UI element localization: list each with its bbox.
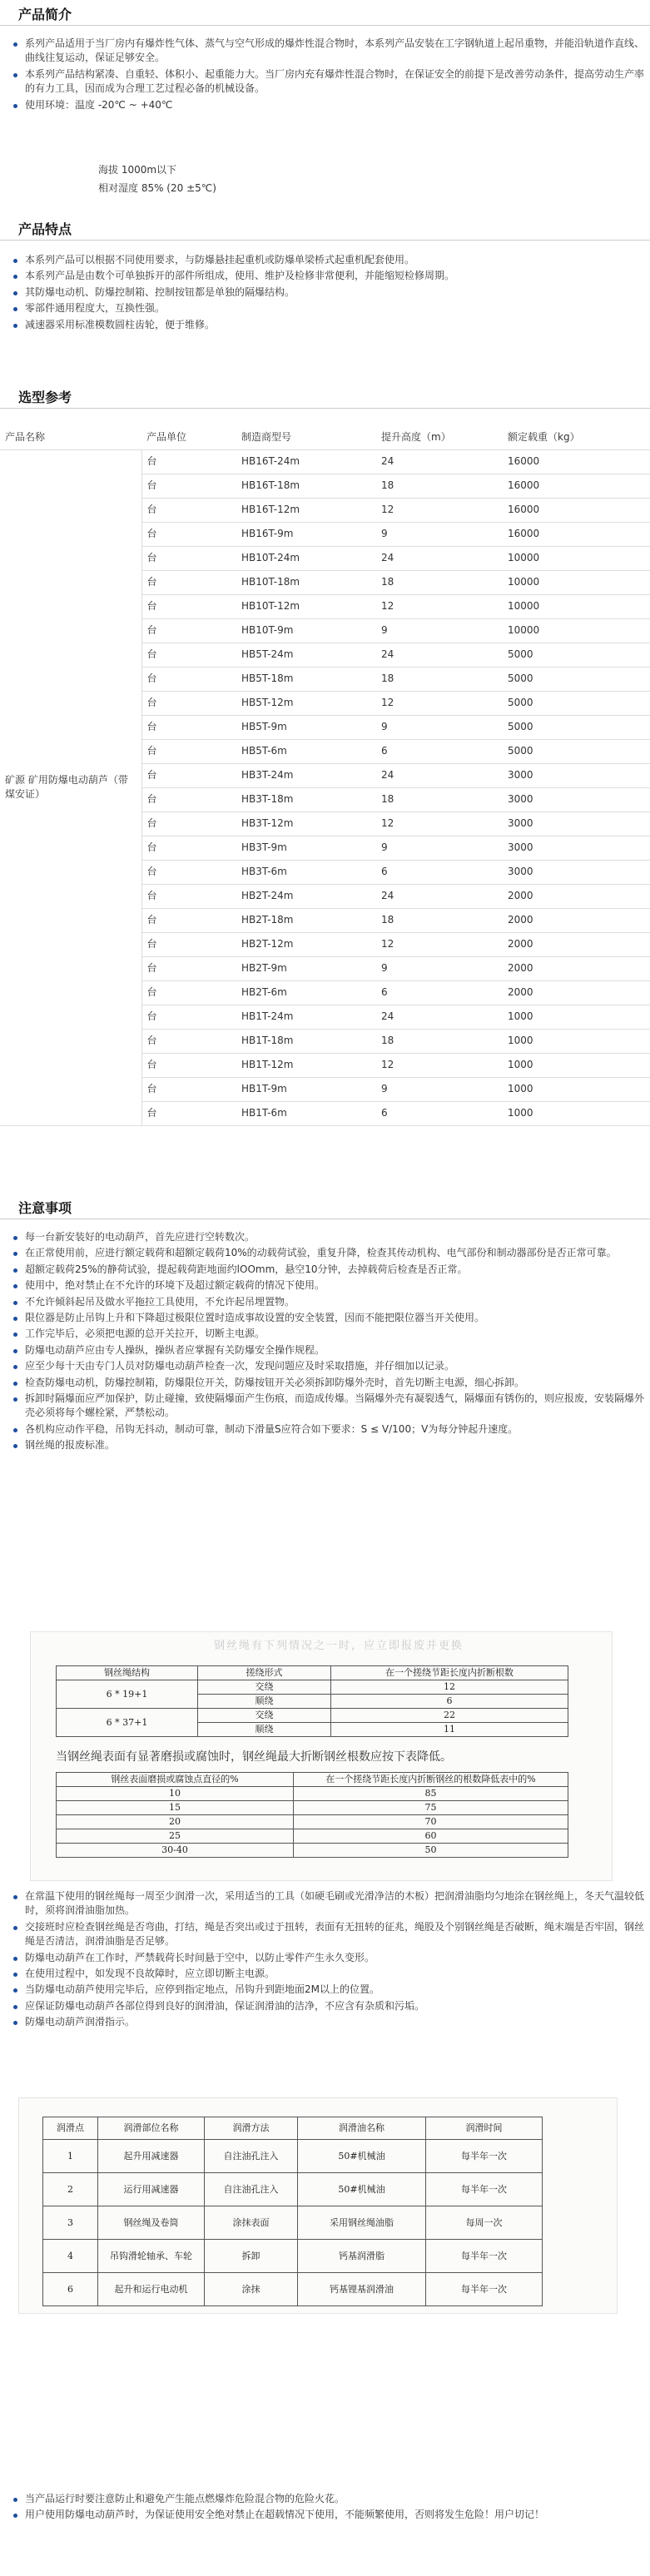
scan-cell: 钢丝表面磨损或腐蚀点直径的% [57, 1773, 294, 1787]
lift-height-cell: 18 [376, 570, 503, 594]
scan-cell: 每半年一次 [426, 2140, 543, 2173]
unit-cell: 台 [141, 980, 236, 1005]
model-cell: HB3T-9m [236, 836, 376, 860]
lift-height-cell: 24 [376, 643, 503, 667]
scan-cell: 50#机械油 [298, 2173, 426, 2206]
lift-height-cell: 18 [376, 667, 503, 691]
scan-cell: 60 [294, 1829, 568, 1844]
lift-height-cell: 9 [376, 522, 503, 546]
model-cell: HB16T-9m [236, 522, 376, 546]
model-cell: HB3T-18m [236, 787, 376, 812]
scan-table-row [57, 1709, 568, 1723]
note-item: 防爆电动葫芦应由专人操纵，操纵者应掌握有关防爆安全操作规程。 [10, 1343, 644, 1357]
model-cell: HB2T-24m [236, 884, 376, 908]
scan-cell: 75 [294, 1801, 568, 1815]
intro-title: 产品简介 [18, 7, 72, 22]
scan-cell: 钢丝绳及卷筒 [98, 2206, 205, 2240]
scan-cell: 润滑点 [43, 2117, 98, 2140]
scan-cell: 自注油孔注入 [205, 2140, 298, 2173]
selection-table [0, 426, 650, 1126]
unit-cell: 台 [141, 691, 236, 715]
model-cell: HB5T-12m [236, 691, 376, 715]
rated-load-cell: 16000 [503, 522, 650, 546]
lift-height-cell: 18 [376, 908, 503, 932]
note-item: 应保证防爆电动葫芦各部位得到良好的润滑油，保证润滑油的洁净，不应含有杂质和污垢。 [10, 1999, 644, 2013]
scan-table-row [57, 1815, 568, 1829]
scan-cell: 3 [43, 2206, 98, 2240]
feature-item: 其防爆电动机、防爆控制箱、控制按钮都是单独的隔爆结构。 [10, 285, 644, 300]
note-item: 在正常使用前，应进行额定载荷和超额定载荷10%的动载荷试验，重复升降，检查其传动机构、电气部份和制动器部份是否正常可靠。 [10, 1246, 644, 1260]
scan-cell: 自注油孔注入 [205, 2173, 298, 2206]
unit-cell: 台 [141, 739, 236, 763]
rated-load-cell: 10000 [503, 570, 650, 594]
unit-cell: 台 [141, 1005, 236, 1029]
model-cell: HB1T-12m [236, 1053, 376, 1077]
intro-list [10, 37, 644, 114]
note-item: 不允许倾斜起吊及做水平拖拉工具使用，不允许起吊埋置物。 [10, 1295, 644, 1309]
scan-table-row [43, 2173, 543, 2206]
lift-height-cell: 12 [376, 691, 503, 715]
unit-cell: 台 [141, 836, 236, 860]
model-cell: HB10T-12m [236, 594, 376, 618]
note-item: 交接班时应检查钢丝绳是否弯曲，打结，绳是否突出或过于扭转，表面有无扭转的征兆，绳股及个别钢丝绳是否破断，绳末端是否牢固，钢丝绳是否清洁，润滑油脂是否足够。 [10, 1920, 644, 1949]
scan-cell: 每半年一次 [426, 2173, 543, 2206]
scan-table-row [57, 1680, 568, 1695]
unit-cell: 台 [141, 1077, 236, 1101]
scan-cell: 采用钢丝绳油脂 [298, 2206, 426, 2240]
model-cell: HB16T-12m [236, 498, 376, 522]
note-item: 限位器是防止吊钩上升和下降超过极限位置时造成事故设置的安全装置，因而不能把限位器当开关使用。 [10, 1311, 644, 1325]
header-model: 制造商型号 [236, 426, 376, 449]
unit-cell: 台 [141, 956, 236, 980]
lift-height-cell: 24 [376, 884, 503, 908]
header-lift-height: 提升高度（m） [376, 426, 503, 449]
scan-cell: 每半年一次 [426, 2240, 543, 2273]
note-item: 检查防爆电动机，防爆控制箱，防爆限位开关，防爆按钮开关必须拆卸防爆外壳时，首先切断主电源，细心拆卸。 [10, 1376, 644, 1390]
scan-cell: 6 * 19+1 [57, 1680, 198, 1709]
env-humidity: 相对湿度 85% (20 ±5℃) [98, 182, 216, 194]
scan-cell: 70 [294, 1815, 568, 1829]
scan-cell: 拆卸 [205, 2240, 298, 2273]
scan-cell: 润滑时间 [426, 2117, 543, 2140]
model-cell: HB2T-12m [236, 932, 376, 956]
lift-height-cell: 12 [376, 932, 503, 956]
lift-height-cell: 6 [376, 1101, 503, 1125]
env-altitude: 海拔 1000m以下 [98, 164, 177, 176]
unit-cell: 台 [141, 884, 236, 908]
rated-load-cell: 16000 [503, 474, 650, 498]
model-cell: HB1T-9m [236, 1077, 376, 1101]
scan-cell: 起升用减速器 [98, 2140, 205, 2173]
lift-height-cell: 6 [376, 860, 503, 884]
scan-cell: 顺绕 [198, 1695, 331, 1709]
model-cell: HB16T-18m [236, 474, 376, 498]
scan-cell: 每半年一次 [426, 2273, 543, 2306]
scan-cell: 顺绕 [198, 1723, 331, 1737]
notes-title: 注意事项 [18, 1200, 72, 1216]
unit-cell: 台 [141, 1053, 236, 1077]
scan-table-row [57, 1787, 568, 1801]
feature-item: 本系列产品是由数个可单独拆开的部件所组成，使用、维护及检修非常便利，并能缩短检修周期。 [10, 269, 644, 283]
unit-cell: 台 [141, 522, 236, 546]
rated-load-cell: 16000 [503, 498, 650, 522]
model-cell: HB10T-18m [236, 570, 376, 594]
lift-height-cell: 6 [376, 739, 503, 763]
rated-load-cell: 3000 [503, 860, 650, 884]
rated-load-cell: 2000 [503, 980, 650, 1005]
model-cell: HB2T-6m [236, 980, 376, 1005]
scan-cell: 吊钩滑轮轴承、车轮 [98, 2240, 205, 2273]
model-cell: HB10T-9m [236, 618, 376, 643]
scan-cell: 1 [43, 2140, 98, 2173]
model-cell: HB5T-6m [236, 739, 376, 763]
model-cell: HB1T-6m [236, 1101, 376, 1125]
unit-cell: 台 [141, 449, 236, 474]
unit-cell: 台 [141, 498, 236, 522]
feature-item: 减速器采用标准模数圆柱齿轮，便于维修。 [10, 318, 644, 332]
unit-cell: 台 [141, 860, 236, 884]
scan-cell: 起升和运行电动机 [98, 2273, 205, 2306]
unit-cell: 台 [141, 787, 236, 812]
scan-cell: 6 * 37+1 [57, 1709, 198, 1737]
rated-load-cell: 3000 [503, 812, 650, 836]
selection-header-row [0, 426, 650, 449]
lift-height-cell: 18 [376, 787, 503, 812]
scan-table-row [43, 2273, 543, 2306]
rated-load-cell: 16000 [503, 449, 650, 474]
scan-table-row [43, 2140, 543, 2173]
scan-cell: 润滑油名称 [298, 2117, 426, 2140]
unit-cell: 台 [141, 594, 236, 618]
scan-cell: 钙基锂基润滑油 [298, 2273, 426, 2306]
note-item: 当防爆电动葫芦使用完毕后，应停到指定地点，吊钩升到距地面2M以上的位置。 [10, 1983, 644, 1997]
scan-cell: 6 [43, 2273, 98, 2306]
scan-cell: 22 [331, 1709, 568, 1723]
unit-cell: 台 [141, 618, 236, 643]
note-item: 钢丝绳的报废标准。 [10, 1438, 644, 1452]
scan-cell: 50 [294, 1844, 568, 1858]
rated-load-cell: 10000 [503, 594, 650, 618]
scan-cell: 涂抹表面 [205, 2206, 298, 2240]
rated-load-cell: 2000 [503, 932, 650, 956]
unit-cell: 台 [141, 812, 236, 836]
scan-cell: 交绕 [198, 1709, 331, 1723]
intro-item: 本系列产品结构紧凑、自重轻、体积小、起重能力大。当厂房内充有爆炸性混合物时，在保证安全的前提下是改善劳动条件，提高劳动生产率的有力工具，因而成为合理工艺过程必备的机械设备。 [10, 67, 644, 97]
lift-height-cell: 18 [376, 1029, 503, 1053]
scan-cell: 润滑方法 [205, 2117, 298, 2140]
lift-height-cell: 9 [376, 715, 503, 739]
scan-cell: 搓绕形式 [198, 1666, 331, 1680]
selection-divider [0, 408, 650, 409]
scan-cell: 钙基润滑脂 [298, 2240, 426, 2273]
scan-cell: 2 [43, 2173, 98, 2206]
scan-cell: 30-40 [57, 1844, 294, 1858]
notes-list-2 [10, 1889, 644, 2032]
note-item: 应至少每十天由专门人员对防爆电动葫芦检查一次，发现问题应及时采取措施，并仔细加以记录。 [10, 1359, 644, 1373]
note-item: 使用中，绝对禁止在不允许的环境下及超过额定载荷的情况下使用。 [10, 1278, 644, 1293]
model-cell: HB2T-9m [236, 956, 376, 980]
scan-cell: 15 [57, 1801, 294, 1815]
unit-cell: 台 [141, 643, 236, 667]
note-item: 超额定载荷25%的静荷试验，提起载荷距地面约lOOmm，悬空10分钟，去掉载荷后检查是否正常。 [10, 1263, 644, 1277]
lift-height-cell: 9 [376, 1077, 503, 1101]
note-item: 防爆电动葫芦润滑指示。 [10, 2015, 644, 2029]
lift-height-cell: 9 [376, 618, 503, 643]
model-cell: HB5T-24m [236, 643, 376, 667]
note-item: 各机构应动作平稳，吊钩无抖动，制动可靠，制动下滑量S应符合如下要求：S ≤ V/100；V为每分钟起升速度。 [10, 1422, 644, 1437]
note-item: 在常温下使用的钢丝绳每一周至少润滑一次，采用适当的工具（如硬毛刷或光滑净洁的木板）把润滑油脂均匀地涂在钢丝绳上，冬天气温较低时，须将润滑油脂加热。 [10, 1889, 644, 1918]
scan-cell: 20 [57, 1815, 294, 1829]
rated-load-cell: 5000 [503, 643, 650, 667]
scan-cell: 钢丝绳结构 [57, 1666, 198, 1680]
scan-cell: 涂抹 [205, 2273, 298, 2306]
lift-height-cell: 24 [376, 763, 503, 787]
unit-cell: 台 [141, 546, 236, 570]
scan-table-row [57, 1801, 568, 1815]
notes-list-3 [10, 2492, 644, 2524]
model-cell: HB3T-24m [236, 763, 376, 787]
scan-table-header [43, 2117, 543, 2140]
product-name-cell: 矿源 矿用防爆电动葫芦（带煤安证） [0, 449, 141, 1125]
lift-height-cell: 9 [376, 836, 503, 860]
unit-cell: 台 [141, 474, 236, 498]
scan-table-row [57, 1829, 568, 1844]
note-item: 工作完毕后，必须把电源的总开关拉开，切断主电源。 [10, 1327, 644, 1341]
lift-height-cell: 12 [376, 812, 503, 836]
rated-load-cell: 1000 [503, 1029, 650, 1053]
model-cell: HB3T-6m [236, 860, 376, 884]
lift-height-cell: 6 [376, 980, 503, 1005]
wire-rope-break-table [56, 1665, 568, 1737]
lubrication-table [42, 2117, 543, 2306]
rated-load-cell: 2000 [503, 884, 650, 908]
lift-height-cell: 18 [376, 474, 503, 498]
scan-cell: 6 [331, 1695, 568, 1709]
wear-reduction-table [56, 1772, 568, 1858]
scan-cell: 50#机械油 [298, 2140, 426, 2173]
feature-item: 零部件通用程度大，互换性强。 [10, 301, 644, 315]
unit-cell: 台 [141, 932, 236, 956]
wire-rope-discard-scan [30, 1631, 613, 1881]
features-list [10, 253, 644, 334]
lift-height-cell: 24 [376, 1005, 503, 1029]
note-item: 拆卸时隔爆面应严加保护，防止碰撞，致使隔爆面产生伤痕，而造成传爆。当隔爆外壳有凝裂透气，隔爆面有锈伤的，则应报废，安装隔爆外壳必须将每个螺栓紧，严禁松动。 [10, 1392, 644, 1421]
rated-load-cell: 3000 [503, 763, 650, 787]
features-title: 产品特点 [18, 221, 72, 237]
rated-load-cell: 10000 [503, 546, 650, 570]
header-product-name: 产品名称 [0, 426, 141, 449]
rated-load-cell: 5000 [503, 715, 650, 739]
rated-load-cell: 2000 [503, 956, 650, 980]
rated-load-cell: 1000 [503, 1053, 650, 1077]
rated-load-cell: 3000 [503, 787, 650, 812]
unit-cell: 台 [141, 667, 236, 691]
model-cell: HB2T-18m [236, 908, 376, 932]
note-item: 防爆电动葫芦在工作时，严禁载荷长时间悬于空中，以防止零件产生永久变形。 [10, 1951, 644, 1965]
scan-cell: 润滑部位名称 [98, 2117, 205, 2140]
model-cell: HB10T-24m [236, 546, 376, 570]
scan-cell: 运行用减速器 [98, 2173, 205, 2206]
header-rated-load: 额定载重（kg） [503, 426, 650, 449]
model-cell: HB5T-18m [236, 667, 376, 691]
unit-cell: 台 [141, 763, 236, 787]
intro-item: 使用环境：温度 -20℃ ~ +40℃ [10, 98, 644, 112]
scan-table-row [43, 2206, 543, 2240]
scan-table-row [57, 1844, 568, 1858]
feature-item: 本系列产品可以根据不同使用要求，与防爆悬挂起重机或防爆单梁桥式起重机配套使用。 [10, 253, 644, 267]
rated-load-cell: 5000 [503, 691, 650, 715]
rated-load-cell: 5000 [503, 739, 650, 763]
scan-cell: 交绕 [198, 1680, 331, 1695]
lift-height-cell: 9 [376, 956, 503, 980]
scan-cell: 11 [331, 1723, 568, 1737]
scan-cell: 85 [294, 1787, 568, 1801]
lift-height-cell: 12 [376, 498, 503, 522]
note-item: 在使用过程中，如发现不良故障时，应立即切断主电源。 [10, 1967, 644, 1981]
scan-cell: 10 [57, 1787, 294, 1801]
selection-title: 选型参考 [18, 390, 72, 405]
model-cell: HB1T-24m [236, 1005, 376, 1029]
scan-table-header [57, 1666, 568, 1680]
header-unit: 产品单位 [141, 426, 236, 449]
model-cell: HB5T-9m [236, 715, 376, 739]
rated-load-cell: 1000 [503, 1005, 650, 1029]
unit-cell: 台 [141, 1029, 236, 1053]
lift-height-cell: 12 [376, 594, 503, 618]
unit-cell: 台 [141, 570, 236, 594]
scan-table-row [43, 2240, 543, 2273]
scan-cell: 12 [331, 1680, 568, 1695]
scan-table-header [57, 1773, 568, 1787]
selection-row [0, 449, 650, 474]
note-item: 当产品运行时要注意防止和避免产生能点燃爆炸危险混合物的危险火花。 [10, 2492, 644, 2506]
scan-cell: 25 [57, 1829, 294, 1844]
lift-height-cell: 24 [376, 449, 503, 474]
unit-cell: 台 [141, 908, 236, 932]
rated-load-cell: 5000 [503, 667, 650, 691]
rated-load-cell: 2000 [503, 908, 650, 932]
features-divider [0, 240, 650, 241]
note-item: 用户使用防爆电动葫芦时，为保证使用安全绝对禁止在超载情况下使用，不能频繁使用，否则将发生危险！用户切记！ [10, 2508, 644, 2522]
lift-height-cell: 12 [376, 1053, 503, 1077]
rated-load-cell: 1000 [503, 1101, 650, 1125]
unit-cell: 台 [141, 715, 236, 739]
unit-cell: 台 [141, 1101, 236, 1125]
scan-watermark-text: 钢丝绳有下列情况之一时，应立即报废并更换 [214, 1640, 464, 1652]
intro-item: 系列产品适用于当厂房内有爆炸性气体、蒸气与空气形成的爆炸性混合物时，本系列产品安装在工字钢轨道上起吊重物，并能沿轨道作直线、曲线往复运动，保证足够安全。 [10, 37, 644, 66]
scan-cell: 在一个搓绕节距长度内折断根数 [331, 1666, 568, 1680]
rated-load-cell: 1000 [503, 1077, 650, 1101]
notes-list [10, 1230, 644, 1454]
rated-load-cell: 10000 [503, 618, 650, 643]
wear-reduction-caption: 当钢丝绳表面有显著磨损或腐蚀时，钢丝绳最大折断钢丝根数应按下表降低。 [56, 1750, 452, 1764]
intro-divider [0, 25, 650, 26]
rated-load-cell: 3000 [503, 836, 650, 860]
model-cell: HB1T-18m [236, 1029, 376, 1053]
scan-cell: 在一个搓绕节距长度内折断钢丝的根数降低表中的% [294, 1773, 568, 1787]
model-cell: HB16T-24m [236, 449, 376, 474]
scan-cell: 4 [43, 2240, 98, 2273]
scan-cell: 每周一次 [426, 2206, 543, 2240]
lubrication-scan [18, 2097, 618, 2314]
note-item: 每一台新安装好的电动葫芦，首先应进行空转数次。 [10, 1230, 644, 1244]
model-cell: HB3T-12m [236, 812, 376, 836]
lift-height-cell: 24 [376, 546, 503, 570]
